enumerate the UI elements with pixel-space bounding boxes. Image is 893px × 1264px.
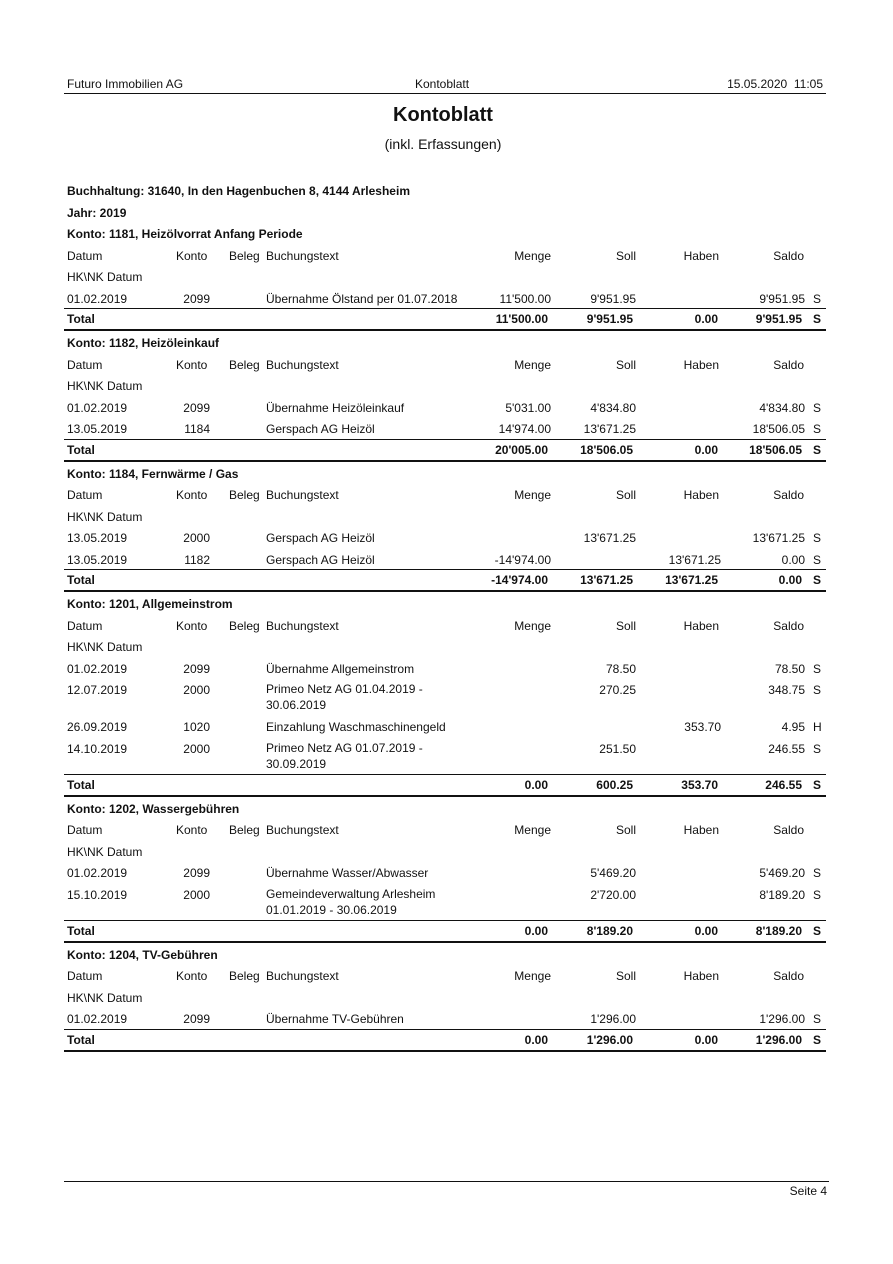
cell-menge: 14'974.00 [498, 422, 551, 436]
total-row [64, 569, 826, 592]
table-row [0, 526, 893, 548]
cell-soll-haben-flag: H [813, 720, 822, 734]
cell-soll-haben-flag: S [813, 291, 822, 306]
account-title: Konto: 1184, Fernwärme / Gas [67, 466, 239, 481]
cell-soll: 5'469.20 [590, 866, 636, 880]
total-row [64, 1029, 826, 1052]
col-header-haben: Haben [683, 823, 719, 837]
total-soll: 8'189.20 [586, 923, 633, 938]
cell-menge: 5'031.00 [505, 400, 551, 415]
cell-buchungstext: Gerspach AG Heizöl [266, 531, 375, 545]
cell-saldo: 5'469.20 [759, 866, 805, 880]
cell-saldo: 18'506.05 [752, 422, 805, 436]
cell-soll-haben-flag: S [813, 422, 822, 436]
account-list [0, 222, 893, 1052]
col-header-datum: Datum [67, 618, 103, 633]
col-header-beleg: Beleg [229, 357, 260, 372]
col-header-haben: Haben [683, 248, 719, 263]
total-saldo: 0.00 [778, 573, 802, 587]
col-header-haben: Haben [683, 488, 719, 502]
col-header-beleg: Beleg [229, 823, 260, 837]
column-header-row [0, 614, 893, 636]
cell-saldo: 348.75 [768, 683, 805, 697]
account-title-row [0, 462, 893, 484]
total-saldo: 246.55 [765, 777, 802, 792]
cell-buchungstext: Gerspach AG Heizöl [266, 552, 375, 567]
cell-datum: 01.02.2019 [67, 1012, 128, 1026]
total-haben: 0.00 [694, 442, 718, 457]
cell-soll: 9'951.95 [590, 291, 636, 306]
total-row [64, 439, 826, 462]
cell-datum: 01.02.2019 [67, 291, 128, 306]
cell-konto: 1184 [184, 422, 210, 436]
col-header-soll: Soll [615, 618, 636, 633]
col-header-saldo: Saldo [773, 969, 804, 983]
col-header-menge: Menge [514, 823, 551, 837]
account-title: Konto: 1204, TV-Gebühren [67, 947, 218, 962]
total-soll-haben-flag: S [813, 573, 822, 587]
cell-buchungstext: Übernahme TV-Gebühren [266, 1012, 404, 1026]
total-soll-haben-flag: S [813, 442, 822, 457]
col-header-konto: Konto [176, 488, 208, 502]
cell-haben: 353.70 [684, 720, 721, 734]
total-saldo: 1'296.00 [755, 1032, 802, 1047]
col-header-beleg: Beleg [229, 488, 260, 502]
total-soll: 13'671.25 [580, 573, 633, 587]
column-header-row [0, 353, 893, 375]
account-title-row [0, 797, 893, 819]
col-header-menge: Menge [514, 969, 551, 983]
col-header-buchungstext: Buchungstext [266, 618, 339, 633]
cell-datum: 01.02.2019 [67, 400, 128, 415]
col-header-saldo: Saldo [773, 488, 804, 502]
cell-datum: 26.09.2019 [67, 720, 128, 734]
cell-soll: 1'296.00 [590, 1012, 636, 1026]
col-header-menge: Menge [514, 248, 551, 263]
column-header-row [0, 483, 893, 505]
total-soll-haben-flag: S [813, 312, 822, 326]
column-subheader-row [0, 505, 893, 527]
table-row [0, 883, 893, 920]
total-haben: 353.70 [681, 777, 718, 792]
cell-konto: 2099 [183, 291, 210, 306]
account-title: Konto: 1181, Heizölvorrat Anfang Periode [67, 227, 303, 241]
account-section [0, 331, 893, 462]
col-header-beleg: Beleg [229, 969, 260, 983]
total-haben: 0.00 [694, 312, 718, 326]
cell-saldo: 13'671.25 [752, 531, 805, 545]
col-header-menge: Menge [514, 357, 551, 372]
col-header-soll: Soll [615, 823, 636, 837]
col-header-hknk-datum: HK\NK Datum [67, 844, 143, 859]
header-divider [64, 93, 826, 94]
account-title-row [0, 222, 893, 244]
cell-soll-haben-flag: S [813, 866, 822, 880]
col-header-saldo: Saldo [773, 823, 804, 837]
col-header-soll: Soll [615, 488, 636, 502]
total-label: Total [67, 442, 95, 457]
col-header-datum: Datum [67, 823, 103, 837]
column-subheader-row [0, 374, 893, 396]
total-menge: 11'500.00 [495, 312, 548, 326]
col-header-hknk-datum: HK\NK Datum [67, 509, 143, 524]
cell-datum: 14.10.2019 [67, 741, 128, 756]
page-subtitle: (inkl. Erfassungen) [384, 136, 502, 152]
col-header-datum: Datum [67, 969, 103, 983]
col-header-konto: Konto [176, 248, 208, 263]
col-header-hknk-datum: HK\NK Datum [67, 379, 143, 393]
table-row [0, 737, 893, 774]
col-header-buchungstext: Buchungstext [266, 488, 339, 502]
cell-saldo: 1'296.00 [759, 1012, 805, 1026]
cell-saldo: 8'189.20 [759, 887, 805, 902]
cell-saldo: 4'834.80 [759, 400, 805, 415]
table-row [0, 678, 893, 715]
cell-konto: 2000 [183, 683, 210, 697]
account-title: Konto: 1182, Heizöleinkauf [67, 336, 220, 350]
col-header-hknk-datum: HK\NK Datum [67, 270, 143, 284]
total-soll: 9'951.95 [586, 312, 633, 326]
table-row [0, 548, 893, 570]
total-menge: 0.00 [524, 777, 548, 792]
total-menge: 20'005.00 [495, 442, 548, 457]
cell-konto: 2000 [183, 741, 210, 756]
col-header-buchungstext: Buchungstext [266, 823, 339, 837]
total-label: Total [67, 1032, 95, 1047]
cell-buchungstext: Primeo Netz AG 01.04.2019 - 30.06.2019 [266, 682, 423, 712]
cell-soll-haben-flag: S [813, 741, 822, 756]
cell-soll: 13'671.25 [583, 531, 636, 545]
col-header-haben: Haben [683, 618, 719, 633]
total-haben: 0.00 [694, 923, 718, 938]
cell-saldo: 9'951.95 [759, 291, 805, 306]
col-header-haben: Haben [683, 969, 719, 983]
col-header-saldo: Saldo [773, 357, 804, 372]
total-saldo: 8'189.20 [755, 923, 802, 938]
cell-soll-haben-flag: S [813, 400, 822, 415]
table-row [0, 417, 893, 439]
cell-datum: 13.05.2019 [67, 531, 128, 545]
cell-saldo: 78.50 [774, 661, 805, 676]
total-soll-haben-flag: S [813, 923, 822, 938]
cell-soll-haben-flag: S [813, 552, 822, 567]
cell-soll: 2'720.00 [590, 887, 636, 902]
cell-buchungstext: Übernahme Wasser/Abwasser [266, 866, 429, 880]
cell-konto: 1020 [183, 720, 210, 734]
col-header-beleg: Beleg [229, 248, 260, 263]
account-section [0, 797, 893, 943]
table-row [0, 1007, 893, 1029]
cell-menge: 11'500.00 [499, 291, 551, 306]
column-subheader-row [0, 986, 893, 1008]
col-header-buchungstext: Buchungstext [266, 248, 339, 263]
col-header-konto: Konto [176, 618, 208, 633]
total-label: Total [67, 923, 95, 938]
cell-buchungstext: Primeo Netz AG 01.07.2019 - 30.09.2019 [266, 740, 423, 771]
account-title: Konto: 1202, Wassergebühren [67, 801, 240, 816]
cell-datum: 13.05.2019 [67, 422, 128, 436]
col-header-haben: Haben [683, 357, 719, 372]
table-row [0, 287, 893, 309]
total-row [64, 774, 826, 797]
column-subheader-row [0, 840, 893, 862]
cell-saldo: 4.95 [781, 720, 805, 734]
total-label: Total [67, 777, 95, 792]
cell-soll-haben-flag: S [813, 683, 822, 697]
cell-soll: 270.25 [599, 683, 636, 697]
cell-buchungstext: Gerspach AG Heizöl [266, 422, 375, 436]
account-section [0, 943, 893, 1052]
table-row [0, 715, 893, 737]
company-name: Futuro Immobilien AG [67, 77, 184, 91]
footer-divider [64, 1181, 829, 1182]
col-header-soll: Soll [615, 248, 636, 263]
col-header-hknk-datum: HK\NK Datum [67, 640, 143, 654]
header-date: 15.05.2020 [727, 77, 788, 91]
cell-konto: 2000 [183, 887, 210, 902]
cell-soll: 13'671.25 [583, 422, 636, 436]
col-header-konto: Konto [176, 357, 208, 372]
page-number: Seite 4 [789, 1184, 827, 1198]
cell-buchungstext: Übernahme Heizöleinkauf [266, 400, 405, 415]
cell-menge: -14'974.00 [494, 552, 551, 567]
total-row [64, 308, 826, 331]
account-section [0, 222, 893, 331]
column-header-row [0, 244, 893, 266]
col-header-soll: Soll [615, 969, 636, 983]
page-title: Kontoblatt [393, 104, 493, 126]
total-soll-haben-flag: S [813, 777, 822, 792]
buchhaltung-line: Buchhaltung: 31640, In den Hagenbuchen 8, 4144 Arlesheim [67, 184, 410, 198]
account-title-row [0, 331, 893, 353]
cell-datum: 12.07.2019 [67, 683, 128, 697]
total-soll: 600.25 [596, 777, 633, 792]
col-header-menge: Menge [514, 618, 551, 633]
cell-buchungstext: Einzahlung Waschmaschinengeld [266, 720, 446, 734]
jahr-line: Jahr: 2019 [67, 206, 127, 220]
col-header-datum: Datum [67, 357, 103, 372]
total-soll-haben-flag: S [813, 1032, 822, 1047]
col-header-konto: Konto [176, 823, 208, 837]
cell-buchungstext: Übernahme Ölstand per 01.07.2018 [266, 291, 458, 306]
total-label: Total [67, 312, 95, 326]
account-title-row [0, 592, 893, 614]
column-subheader-row [0, 635, 893, 657]
column-header-row [0, 964, 893, 986]
col-header-buchungstext: Buchungstext [266, 969, 339, 983]
column-subheader-row [0, 265, 893, 287]
cell-soll: 4'834.80 [590, 400, 636, 415]
cell-datum: 01.02.2019 [67, 661, 128, 676]
cell-buchungstext: Gemeindeverwaltung Arlesheim 01.01.2019 - 30.06.2019 [266, 886, 436, 917]
cell-soll: 78.50 [605, 661, 636, 676]
col-header-saldo: Saldo [773, 618, 804, 633]
account-section [0, 592, 893, 797]
cell-soll-haben-flag: S [813, 1012, 822, 1026]
account-section [0, 462, 893, 593]
cell-konto: 2000 [183, 531, 210, 545]
col-header-buchungstext: Buchungstext [266, 357, 339, 372]
account-title-row [0, 943, 893, 965]
col-header-datum: Datum [67, 248, 103, 263]
cell-buchungstext: Übernahme Allgemeinstrom [266, 661, 415, 676]
cell-datum: 15.10.2019 [67, 887, 128, 902]
cell-konto: 2099 [183, 661, 210, 676]
cell-soll-haben-flag: S [813, 531, 822, 545]
cell-saldo: 0.00 [781, 552, 805, 567]
header-doc-name: Kontoblatt [415, 77, 470, 91]
table-row [0, 657, 893, 679]
cell-datum: 13.05.2019 [67, 552, 128, 567]
account-title: Konto: 1201, Allgemeinstrom [67, 597, 233, 611]
col-header-konto: Konto [176, 969, 208, 983]
cell-konto: 2099 [183, 1012, 210, 1026]
total-menge: -14'974.00 [491, 573, 548, 587]
cell-datum: 01.02.2019 [67, 866, 128, 880]
table-row [0, 861, 893, 883]
total-menge: 0.00 [524, 923, 548, 938]
col-header-soll: Soll [615, 357, 636, 372]
cell-soll: 251.50 [599, 741, 636, 756]
col-header-hknk-datum: HK\NK Datum [67, 990, 143, 1005]
total-row [64, 920, 826, 943]
total-saldo: 18'506.05 [749, 442, 802, 457]
cell-soll-haben-flag: S [813, 887, 822, 902]
total-soll: 1'296.00 [586, 1032, 633, 1047]
cell-saldo: 246.55 [768, 741, 805, 756]
cell-soll-haben-flag: S [813, 661, 822, 676]
total-soll: 18'506.05 [580, 442, 633, 457]
col-header-beleg: Beleg [229, 618, 260, 633]
col-header-menge: Menge [514, 488, 551, 502]
cell-konto: 2099 [183, 400, 210, 415]
cell-haben: 13'671.25 [668, 552, 721, 567]
col-header-saldo: Saldo [773, 248, 804, 263]
total-haben: 0.00 [694, 1032, 718, 1047]
table-row [0, 396, 893, 418]
total-saldo: 9'951.95 [755, 312, 802, 326]
total-menge: 0.00 [524, 1032, 548, 1047]
total-label: Total [67, 573, 95, 587]
col-header-datum: Datum [67, 488, 103, 502]
cell-konto: 1182 [184, 552, 210, 567]
header-datetime [727, 77, 823, 91]
column-header-row [0, 818, 893, 840]
total-haben: 13'671.25 [665, 573, 718, 587]
cell-konto: 2099 [183, 866, 210, 880]
header-time: 11:05 [793, 77, 823, 91]
